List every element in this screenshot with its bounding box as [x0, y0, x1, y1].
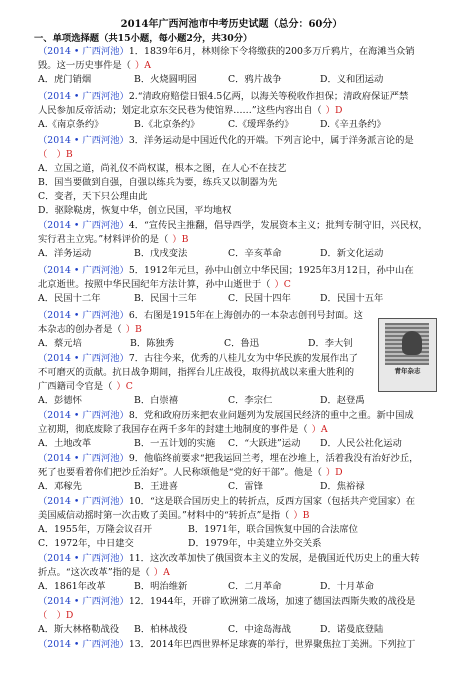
q1-line1: （2014 • 广西河池）1．1839年6月，林则徐下令将缴获的200多万斤鸦片，在海滩当众销 — [38, 46, 415, 57]
q2-line1: （2014 • 广西河池）2.“清政府赔偿日银4.5亿两，以海关等税收作担保；清政府保证严禁 — [38, 91, 409, 102]
q2-answer: ）D — [325, 105, 343, 116]
source-tag: （2014 • 广西河池） — [38, 46, 129, 57]
q7-answer: ）C — [116, 381, 133, 392]
q5-option-c: C．民国十四年 — [228, 293, 291, 304]
q6-option-c: C．鲁迅 — [224, 338, 260, 349]
q9-line1: （2014 • 广西河池）9．他临终前要求“把我运回兰考，埋在沙堆上，活着我没有治好沙丘， — [38, 453, 419, 464]
q5-option-d: D．民国十五年 — [320, 293, 384, 304]
q3-option-b: B．国当要做到自强，自强以练兵为要，练兵又以制器为先 — [38, 177, 278, 188]
q10-option-a: A．1955年，万隆会议召开 — [38, 524, 153, 535]
q6-answer: ）B — [125, 324, 142, 335]
q7-option-b: B．白崇禧 — [134, 395, 179, 406]
portrait-image — [385, 323, 429, 365]
q12-option-b: B．柏林战役 — [134, 624, 188, 635]
q2-option-b: B.《北京条约》 — [134, 119, 200, 130]
q9-option-d: D．焦裕禄 — [320, 481, 365, 492]
q10-line1: （2014 • 广西河池）10．“这是联合国历史上的转折点，反西方国家（包括共产党国家）在 — [38, 496, 416, 507]
q6-option-d: D．李大钊 — [308, 338, 353, 349]
q11-answer: ）A — [153, 567, 170, 578]
q4-option-c: C．辛亥革命 — [228, 248, 282, 259]
q1-option-d: D．义和团运动 — [320, 74, 384, 85]
q7-line3: 广西籍司令官是（ ）C — [38, 381, 133, 392]
q12-answer: （ ）D — [38, 610, 74, 621]
q7-line1: （2014 • 广西河池）7．古往今来，优秀的八桂儿女为中华民族的发展作出了 — [38, 353, 358, 364]
section-heading: 一、单项选择题（共15小题，每小题2分，共30分） — [34, 33, 253, 44]
q8-option-b: B．一五计划的实施 — [134, 438, 216, 449]
q7-option-d: D．赵登禹 — [320, 395, 365, 406]
q12-option-a: A．斯大林格勒战役 — [38, 624, 120, 635]
q10-option-c: C．1972年，中日建交 — [38, 538, 134, 549]
q4-option-b: B．戊戌变法 — [134, 248, 188, 259]
q11-option-c: C．二月革命 — [228, 581, 282, 592]
q7-line2: 不可磨灭的贡献。抗日战争期间，指挥台儿庄战役，取得抗战以来重大胜利的 — [38, 367, 355, 378]
q8-option-a: A．土地改革 — [38, 438, 92, 449]
q12-option-c: C．中途岛海战 — [228, 624, 291, 635]
q10-answer: ）B — [293, 510, 310, 521]
q4-option-a: A．洋务运动 — [38, 248, 92, 259]
q2-option-a: A.《南京条约》 — [38, 119, 104, 130]
q11-option-a: A．1861年改革 — [38, 581, 106, 592]
q9-option-c: C．雷锋 — [228, 481, 264, 492]
q3-line2 — [38, 149, 433, 160]
q12-option-d: D．诺曼底登陆 — [320, 624, 384, 635]
q6-option-a: A．蔡元培 — [38, 338, 82, 349]
q1-option-b: B．火烧圆明园 — [134, 74, 197, 85]
q12-line2 — [38, 610, 433, 621]
q5-answer: ）C — [274, 279, 291, 290]
q8-line2: 立初期，彻底废除了我国存在两千多年的封建土地制度的事件是（ ）A — [38, 424, 328, 435]
q6-line1: （2014 • 广西河池）6．右图是1915年在上海创办的一本杂志创刊号封面。这 — [38, 310, 363, 321]
q11-option-d: D．十月革命 — [320, 581, 374, 592]
q13-line1: （2014 • 广西河池）13．2014年巴西世界杯足球赛的举行，世界聚焦拉丁美洲。下列拉丁 — [38, 639, 416, 650]
q10-option-d: D．1979年，中美建立外交关系 — [188, 538, 322, 549]
q4-line1: （2014 • 广西河池）4．“宣传民主推翻，倡导西学，发展资本主义；批判专制守旧，兴民权， — [38, 220, 428, 231]
q4-answer: ）B — [172, 234, 189, 245]
q5-option-b: B．民国十三年 — [134, 293, 197, 304]
q3-option-d: D．驱除鞑虏，恢复中华，创立民国，平均地权 — [38, 205, 232, 216]
q3-option-c: C．变者，天下只公理由此 — [38, 191, 148, 202]
q10-line2: 美国威信动摇时第一次击败了美国。”材料中的“转折点”是指（ ）B — [38, 510, 310, 521]
page-title: 2014年广西河池市中考历史试题（总分：60分） — [120, 19, 343, 30]
q7-option-c: C．李宗仁 — [228, 395, 273, 406]
q12-line1: （2014 • 广西河池）12．1944年，开辟了欧洲第二战场，加速了德国法西斯失败的战役是 — [38, 596, 416, 607]
q6-option-b: B．陈独秀 — [130, 338, 175, 349]
q4-line2: 实行君主立宪。”材料评价的是（ ）B — [38, 234, 189, 245]
q3-option-a: A．立国之道，尚礼仪不尚权谋，根本之图，在人心不在技艺 — [38, 163, 287, 174]
q8-option-d: D．人民公社化运动 — [320, 438, 402, 449]
q3-line1: （2014 • 广西河池）3．洋务运动是中国近代化的开端。下列言论中，属于洋务派言论的是 — [38, 135, 414, 146]
q2-line2: 人民参加反帝活动；划定北京东交民巷为使馆界……”这些内容出自（ ）D — [38, 105, 343, 116]
q11-line2: 折点。“这次改革”指的是（ ）A — [38, 567, 170, 578]
q1-answer: ）A — [134, 60, 151, 71]
q5-option-a: A．民国十二年 — [38, 293, 101, 304]
q10-option-b: B．1971年，联合国恢复中国的合法席位 — [188, 524, 358, 535]
q8-option-c: C．“大跃进”运动 — [228, 438, 301, 449]
q7-option-a: A．彭德怀 — [38, 395, 82, 406]
q8-line1: （2014 • 广西河池）8．党和政府历来把农业问题列为发展国民经济的重中之重。新中国成 — [38, 410, 414, 421]
q11-line1: （2014 • 广西河池）11．这次改革加快了俄国资本主义的发展，是俄国近代历史上的重大转 — [38, 553, 420, 564]
q2-option-d: D.《辛丑条约》 — [320, 119, 386, 130]
q5-line1: （2014 • 广西河池）5．1912年元旦，孙中山创立中华民国；1925年3月12日，孙中山在 — [38, 265, 414, 276]
q9-line2: 死了也要看着你们把沙丘治好”。人民称颂他是“党的好干部”。他是（ ）D — [38, 467, 343, 478]
q5-line2: 北京逝世。按照中华民国纪年方法计算，孙中山逝世于（ ）C — [38, 279, 291, 290]
q1-line2: 毁。这一历史事件是（ ）A — [38, 60, 151, 71]
q3-answer: （ ）B — [38, 149, 73, 160]
q8-answer: ）A — [311, 424, 328, 435]
q4-option-d: D．新文化运动 — [320, 248, 384, 259]
q6-line2: 本杂志的创办者是（ ）B — [38, 324, 142, 335]
magazine-cover-title: 青年杂志 — [394, 367, 421, 375]
q9-option-a: A．邓稼先 — [38, 481, 82, 492]
q9-option-b: B．王进喜 — [134, 481, 179, 492]
q11-option-b: B．明治维新 — [134, 581, 188, 592]
q2-option-c: C.《瑷珲条约》 — [228, 119, 294, 130]
q1-option-c: C．鸦片战争 — [228, 74, 282, 85]
q1-option-a: A．虎门销烟 — [38, 74, 92, 85]
q9-answer: ）D — [325, 467, 343, 478]
